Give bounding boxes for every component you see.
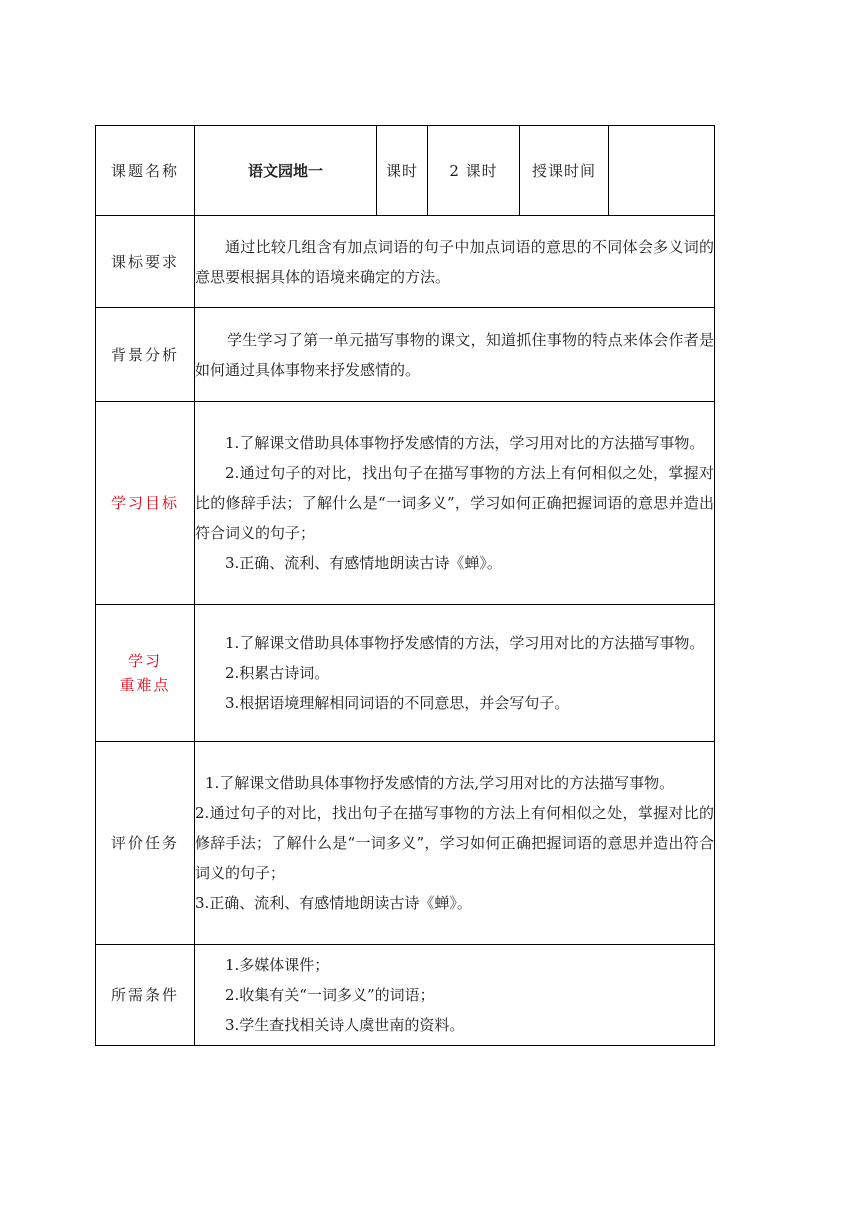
condition-item-3: 3.学生查找相关诗人虞世南的资料。 [225,1016,465,1034]
standard-row [96,216,715,308]
key-point-item-1: 1.了解课文借助具体事物抒发感情的方法，学习用对比的方法描写事物。 [225,634,705,652]
conditions-label: 所需条件 [96,945,195,1046]
goals-row [96,402,715,605]
condition-item-1: 1.多媒体课件； [225,956,330,974]
topic-label: 课题名称 [96,126,195,216]
evaluation-item-1: 1.了解课文借助具体事物抒发感情的方法,学习用对比的方法描写事物。 [205,774,675,792]
goal-item-1: 1.了解课文借助具体事物抒发感情的方法，学习用对比的方法描写事物。 [225,434,705,452]
goal-item-2: 2.通过句子的对比，找出句子在描写事物的方法上有何相似之处，掌握对比的修辞手法；了解什么是“一词多义”，学习如何正确把握词语的意思并造出符合词义的句子； [195,464,714,542]
header-row [96,126,715,216]
topic-value: 语文园地一 [195,126,377,216]
evaluation-cell [195,742,715,945]
key-point-item-3: 3.根据语境理解相同词语的不同意思，并会写句子。 [225,694,570,712]
time-label: 授课时间 [520,126,609,216]
key-point-item-2: 2.积累古诗词。 [225,664,330,682]
background-row [96,308,715,402]
evaluation-item-3: 3.正确、流利、有感情地朗读古诗《蝉》。 [195,894,472,912]
key-points-row [96,605,715,742]
period-label: 课时 [377,126,428,216]
goals-cell [195,402,715,605]
standard-cell [195,216,715,308]
background-cell [195,308,715,402]
key-points-cell [195,605,715,742]
conditions-row [96,945,715,1046]
period-value: 2 课时 [428,126,520,216]
key-points-label-line1: 学习 [127,652,162,670]
evaluation-row [96,742,715,945]
standard-text: 通过比较几组含有加点词语的句子中加点词语的意思的不同体会多义词的意思要根据具体的语境来确定的方法。 [195,237,714,286]
background-label: 背景分析 [96,308,195,402]
time-value [609,126,715,216]
key-points-label [96,605,195,742]
goals-label: 学习目标 [96,402,195,605]
standard-label: 课标要求 [96,216,195,308]
condition-item-2: 2.收集有关“一词多义”的词语； [225,986,435,1004]
background-text: 学生学习了第一单元描写事物的课文，知道抓住事物的特点来体会作者是如何通过具体事物来抒发感情的。 [195,330,714,379]
goal-item-3: 3.正确、流利、有感情地朗读古诗《蝉》。 [225,554,502,572]
evaluation-item-2: 2.通过句子的对比，找出句子在描写事物的方法上有何相似之处，掌握对比的修辞手法；了解什么是“一词多义”，学习如何正确把握词语的意思并造出符合词义的句子； [195,804,714,882]
evaluation-label: 评价任务 [96,742,195,945]
conditions-cell [195,945,715,1046]
key-points-label-line2: 重难点 [119,676,171,694]
lesson-plan-table [95,125,715,1046]
